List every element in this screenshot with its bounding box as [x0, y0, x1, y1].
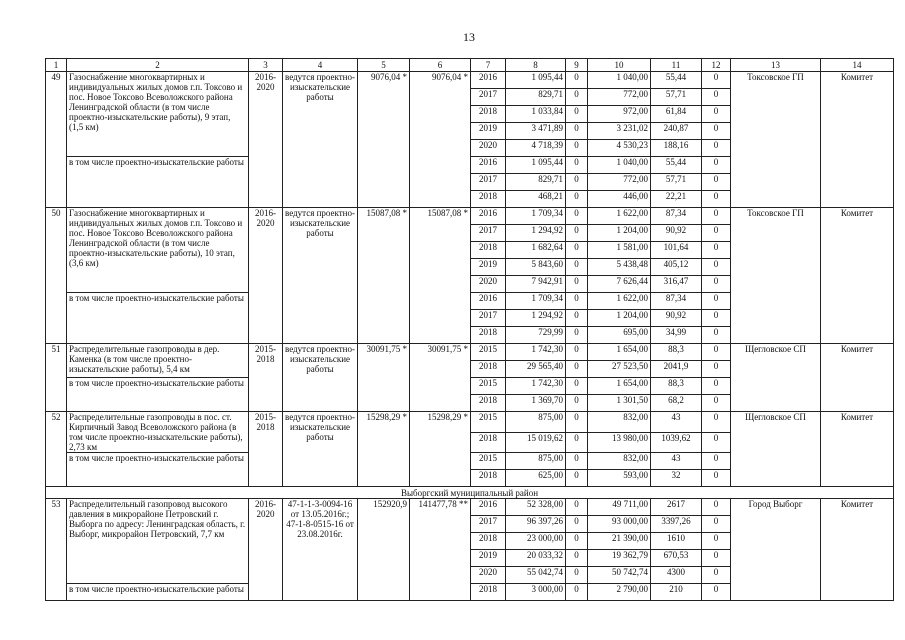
project-number: 50	[46, 208, 67, 344]
total-cell: 29 565,40	[506, 361, 566, 378]
column-number: 8	[506, 59, 566, 72]
locality-cell: Токсовское ГП	[731, 208, 821, 344]
federal-cell: 0	[566, 453, 588, 470]
year-cell: 2015	[471, 453, 506, 470]
federal-cell: 0	[566, 550, 588, 567]
local-cell: 2617	[651, 499, 702, 516]
regional-cell: 832,00	[588, 453, 651, 470]
other-cell: 0	[702, 208, 731, 225]
other-cell: 0	[702, 293, 731, 310]
executor-cell: Комитет	[821, 412, 894, 487]
column-number: 13	[731, 59, 821, 72]
other-cell: 0	[702, 191, 731, 208]
regional-cell: 695,00	[588, 327, 651, 344]
year-cell: 2016	[471, 208, 506, 225]
total-cell: 3 000,00	[506, 584, 566, 601]
total-cell: 1 369,70	[506, 395, 566, 412]
locality-cell: Щегловское СП	[731, 344, 821, 412]
column-number: 10	[588, 59, 651, 72]
local-cell: 2041,9	[651, 361, 702, 378]
federal-cell: 0	[566, 242, 588, 259]
regional-cell: 2 790,00	[588, 584, 651, 601]
other-cell: 0	[702, 242, 731, 259]
project-period: 2016-2020	[249, 208, 283, 344]
executor-cell: Комитет	[821, 344, 894, 412]
regional-cell: 49 711,00	[588, 499, 651, 516]
column-number: 5	[358, 59, 410, 72]
total-cell: 625,00	[506, 470, 566, 487]
header-row	[46, 59, 894, 72]
year-cell: 2018	[471, 327, 506, 344]
year-cell: 2018	[471, 395, 506, 412]
total-cell: 1 709,34	[506, 293, 566, 310]
project-row	[46, 344, 894, 361]
year-cell: 2018	[471, 470, 506, 487]
federal-cell: 0	[566, 499, 588, 516]
project-description: Газоснабжение многоквартирных и индивидуальных жилых домов г.п. Токсово и пос. Новое Токсово Всеволожского района Ленинградской области (в том числе проектно-изыскательские работы), 10 этап, (3,6 км)	[67, 208, 249, 293]
regional-cell: 13 980,00	[588, 432, 651, 453]
local-cell: 43	[651, 412, 702, 433]
other-cell: 0	[702, 157, 731, 174]
project-period: 2016-2020	[249, 72, 283, 208]
remaining-cost: 15087,08 *	[410, 208, 471, 344]
estimated-cost: 152920,9	[358, 499, 410, 601]
local-cell: 90,92	[651, 310, 702, 327]
project-status: ведутся проектно-изыскательские работы	[283, 208, 358, 344]
total-cell: 7 942,91	[506, 276, 566, 293]
local-cell: 316,47	[651, 276, 702, 293]
federal-cell: 0	[566, 310, 588, 327]
estimated-cost: 15298,29 *	[358, 412, 410, 487]
regional-cell: 19 362,79	[588, 550, 651, 567]
year-cell: 2017	[471, 516, 506, 533]
local-cell: 87,34	[651, 293, 702, 310]
year-cell: 2018	[471, 584, 506, 601]
other-cell: 0	[702, 567, 731, 584]
local-cell: 405,12	[651, 259, 702, 276]
year-cell: 2017	[471, 225, 506, 242]
project-period: 2016-2020	[249, 499, 283, 601]
regional-cell: 1 622,00	[588, 208, 651, 225]
estimated-cost: 30091,75 *	[358, 344, 410, 412]
year-cell: 2019	[471, 259, 506, 276]
page-number: 13	[463, 30, 475, 44]
local-cell: 68,2	[651, 395, 702, 412]
regional-cell: 5 438,48	[588, 259, 651, 276]
federal-cell: 0	[566, 276, 588, 293]
other-cell: 0	[702, 432, 731, 453]
total-cell: 468,21	[506, 191, 566, 208]
project-status: ведутся проектно-изыскательские работы	[283, 344, 358, 412]
year-cell: 2015	[471, 378, 506, 395]
total-cell: 1 294,92	[506, 225, 566, 242]
regional-cell: 772,00	[588, 174, 651, 191]
regional-cell: 772,00	[588, 89, 651, 106]
federal-cell: 0	[566, 395, 588, 412]
column-number: 2	[67, 59, 249, 72]
local-cell: 90,92	[651, 225, 702, 242]
other-cell: 0	[702, 72, 731, 89]
other-cell: 0	[702, 499, 731, 516]
total-cell: 1 095,44	[506, 72, 566, 89]
other-cell: 0	[702, 123, 731, 140]
year-cell: 2020	[471, 276, 506, 293]
year-cell: 2020	[471, 140, 506, 157]
executor-cell: Комитет	[821, 72, 894, 208]
local-cell: 61,84	[651, 106, 702, 123]
federal-cell: 0	[566, 584, 588, 601]
federal-cell: 0	[566, 174, 588, 191]
regional-cell: 832,00	[588, 412, 651, 433]
federal-cell: 0	[566, 327, 588, 344]
column-number: 11	[651, 59, 702, 72]
total-cell: 875,00	[506, 412, 566, 433]
other-cell: 0	[702, 412, 731, 433]
project-row	[46, 208, 894, 225]
other-cell: 0	[702, 378, 731, 395]
federal-cell: 0	[566, 412, 588, 433]
project-period: 2015-2018	[249, 412, 283, 487]
remaining-cost: 9076,04 *	[410, 72, 471, 208]
project-row	[46, 412, 894, 433]
local-cell: 3397,26	[651, 516, 702, 533]
project-description: Распределительные газопроводы в пос. ст. Кирпичный Завод Всеволожского района (в том числе проектно-изыскательские работы), 2,73 км	[67, 412, 249, 453]
total-cell: 829,71	[506, 174, 566, 191]
column-number: 1	[46, 59, 67, 72]
federal-cell: 0	[566, 378, 588, 395]
year-cell: 2017	[471, 174, 506, 191]
total-cell: 1 742,30	[506, 378, 566, 395]
other-cell: 0	[702, 453, 731, 470]
other-cell: 0	[702, 327, 731, 344]
other-cell: 0	[702, 89, 731, 106]
column-number: 6	[410, 59, 471, 72]
year-cell: 2017	[471, 310, 506, 327]
subtotal-label: в том числе проектно-изыскательские работы	[67, 293, 249, 344]
total-cell: 875,00	[506, 453, 566, 470]
local-cell: 670,53	[651, 550, 702, 567]
other-cell: 0	[702, 310, 731, 327]
federal-cell: 0	[566, 470, 588, 487]
other-cell: 0	[702, 584, 731, 601]
year-cell: 2018	[471, 242, 506, 259]
local-cell: 43	[651, 453, 702, 470]
year-cell: 2016	[471, 499, 506, 516]
year-cell: 2017	[471, 89, 506, 106]
district-row	[46, 487, 894, 499]
other-cell: 0	[702, 106, 731, 123]
regional-cell: 1 204,00	[588, 225, 651, 242]
year-cell: 2020	[471, 567, 506, 584]
year-cell: 2018	[471, 191, 506, 208]
other-cell: 0	[702, 344, 731, 361]
local-cell: 57,71	[651, 89, 702, 106]
project-number: 49	[46, 72, 67, 208]
regional-cell: 4 530,23	[588, 140, 651, 157]
column-number: 7	[471, 59, 506, 72]
federal-cell: 0	[566, 361, 588, 378]
year-cell: 2016	[471, 157, 506, 174]
other-cell: 0	[702, 225, 731, 242]
year-cell: 2018	[471, 432, 506, 453]
regional-cell: 21 390,00	[588, 533, 651, 550]
project-description: Газоснабжение многоквартирных и индивидуальных жилых домов г.п. Токсово и пос. Новое Токсово Всеволожского района Ленинградской области (в том числе проектно-изыскательские работы), 9 этап, (1,5 км)	[67, 72, 249, 157]
regional-cell: 50 742,74	[588, 567, 651, 584]
column-number: 9	[566, 59, 588, 72]
total-cell: 1 742,30	[506, 344, 566, 361]
total-cell: 1 294,92	[506, 310, 566, 327]
total-cell: 829,71	[506, 89, 566, 106]
local-cell: 32	[651, 470, 702, 487]
regional-cell: 1 622,00	[588, 293, 651, 310]
federal-cell: 0	[566, 293, 588, 310]
locality-cell: Токсовское ГП	[731, 72, 821, 208]
local-cell: 88,3	[651, 378, 702, 395]
project-number: 52	[46, 412, 67, 487]
federal-cell: 0	[566, 89, 588, 106]
total-cell: 1 095,44	[506, 157, 566, 174]
project-description: Распределительные газопроводы в дер. Каменка (в том числе проектно-изыскательские работы), 5,4 км	[67, 344, 249, 378]
other-cell: 0	[702, 533, 731, 550]
year-cell: 2015	[471, 344, 506, 361]
year-cell: 2018	[471, 533, 506, 550]
year-cell: 2018	[471, 361, 506, 378]
executor-cell: Комитет	[821, 208, 894, 344]
project-row	[46, 72, 894, 89]
district-label: Выборгский муниципальный район	[46, 487, 894, 499]
subtotal-label: в том числе проектно-изыскательские работы	[67, 157, 249, 208]
subtotal-label: в том числе проектно-изыскательские работы	[67, 378, 249, 412]
locality-cell: Город Выборг	[731, 499, 821, 601]
project-number: 51	[46, 344, 67, 412]
project-status: ведутся проектно-изыскательские работы	[283, 412, 358, 487]
total-cell: 1 033,84	[506, 106, 566, 123]
executor-cell: Комитет	[821, 499, 894, 601]
regional-cell: 1 204,00	[588, 310, 651, 327]
other-cell: 0	[702, 174, 731, 191]
total-cell: 96 397,26	[506, 516, 566, 533]
locality-cell: Щегловское СП	[731, 412, 821, 487]
estimated-cost: 9076,04 *	[358, 72, 410, 208]
local-cell: 4300	[651, 567, 702, 584]
local-cell: 22,21	[651, 191, 702, 208]
local-cell: 34,99	[651, 327, 702, 344]
local-cell: 1610	[651, 533, 702, 550]
regional-cell: 3 231,02	[588, 123, 651, 140]
local-cell: 101,64	[651, 242, 702, 259]
project-description: Распределительный газопровод высокого давления в микрорайоне Петровский г. Выборга по адресу: Ленинградская область, г. Выборг, микрорайон Петровский, 7,7 км	[67, 499, 249, 584]
other-cell: 0	[702, 276, 731, 293]
total-cell: 52 328,00	[506, 499, 566, 516]
local-cell: 55,44	[651, 72, 702, 89]
other-cell: 0	[702, 259, 731, 276]
federal-cell: 0	[566, 157, 588, 174]
total-cell: 55 042,74	[506, 567, 566, 584]
other-cell: 0	[702, 470, 731, 487]
federal-cell: 0	[566, 72, 588, 89]
local-cell: 210	[651, 584, 702, 601]
federal-cell: 0	[566, 344, 588, 361]
federal-cell: 0	[566, 259, 588, 276]
total-cell: 5 843,60	[506, 259, 566, 276]
local-cell: 57,71	[651, 174, 702, 191]
subtotal-label: в том числе проектно-изыскательские работы	[67, 584, 249, 601]
federal-cell: 0	[566, 516, 588, 533]
regional-cell: 972,00	[588, 106, 651, 123]
total-cell: 1 709,34	[506, 208, 566, 225]
total-cell: 23 000,00	[506, 533, 566, 550]
regional-cell: 1 654,00	[588, 378, 651, 395]
federal-cell: 0	[566, 191, 588, 208]
project-number: 53	[46, 499, 67, 601]
regional-cell: 93 000,00	[588, 516, 651, 533]
regional-cell: 1 654,00	[588, 344, 651, 361]
federal-cell: 0	[566, 533, 588, 550]
total-cell: 20 033,32	[506, 550, 566, 567]
project-status: ведутся проектно-изыскательские работы	[283, 72, 358, 208]
year-cell: 2016	[471, 72, 506, 89]
local-cell: 188,16	[651, 140, 702, 157]
other-cell: 0	[702, 516, 731, 533]
total-cell: 15 019,62	[506, 432, 566, 453]
total-cell: 729,99	[506, 327, 566, 344]
remaining-cost: 30091,75 *	[410, 344, 471, 412]
project-row	[46, 499, 894, 516]
local-cell: 87,34	[651, 208, 702, 225]
column-number: 3	[249, 59, 283, 72]
total-cell: 3 471,89	[506, 123, 566, 140]
column-number: 4	[283, 59, 358, 72]
regional-cell: 1 301,50	[588, 395, 651, 412]
year-cell: 2018	[471, 106, 506, 123]
year-cell: 2016	[471, 293, 506, 310]
table-body	[46, 59, 894, 601]
local-cell: 55,44	[651, 157, 702, 174]
federal-cell: 0	[566, 106, 588, 123]
federal-cell: 0	[566, 225, 588, 242]
subtotal-label: в том числе проектно-изыскательские работы	[67, 453, 249, 487]
other-cell: 0	[702, 550, 731, 567]
remaining-cost: 141477,78 **	[410, 499, 471, 601]
remaining-cost: 15298,29 *	[410, 412, 471, 487]
regional-cell: 1 581,00	[588, 242, 651, 259]
federal-cell: 0	[566, 123, 588, 140]
federal-cell: 0	[566, 567, 588, 584]
program-table	[45, 58, 894, 601]
year-cell: 2015	[471, 412, 506, 433]
total-cell: 1 682,64	[506, 242, 566, 259]
local-cell: 240,87	[651, 123, 702, 140]
regional-cell: 7 626,44	[588, 276, 651, 293]
regional-cell: 593,00	[588, 470, 651, 487]
local-cell: 1039,62	[651, 432, 702, 453]
project-period: 2015-2018	[249, 344, 283, 412]
column-number: 14	[821, 59, 894, 72]
total-cell: 4 718,39	[506, 140, 566, 157]
other-cell: 0	[702, 395, 731, 412]
project-status: 47-1-1-3-0094-16 от 13.05.2016г.; 47-1-8-0515-16 от 23.08.2016г.	[283, 499, 358, 601]
federal-cell: 0	[566, 140, 588, 157]
column-number: 12	[702, 59, 731, 72]
regional-cell: 446,00	[588, 191, 651, 208]
federal-cell: 0	[566, 432, 588, 453]
year-cell: 2019	[471, 123, 506, 140]
year-cell: 2019	[471, 550, 506, 567]
estimated-cost: 15087,08 *	[358, 208, 410, 344]
federal-cell: 0	[566, 208, 588, 225]
regional-cell: 1 040,00	[588, 157, 651, 174]
other-cell: 0	[702, 361, 731, 378]
other-cell: 0	[702, 140, 731, 157]
regional-cell: 27 523,50	[588, 361, 651, 378]
local-cell: 88,3	[651, 344, 702, 361]
regional-cell: 1 040,00	[588, 72, 651, 89]
